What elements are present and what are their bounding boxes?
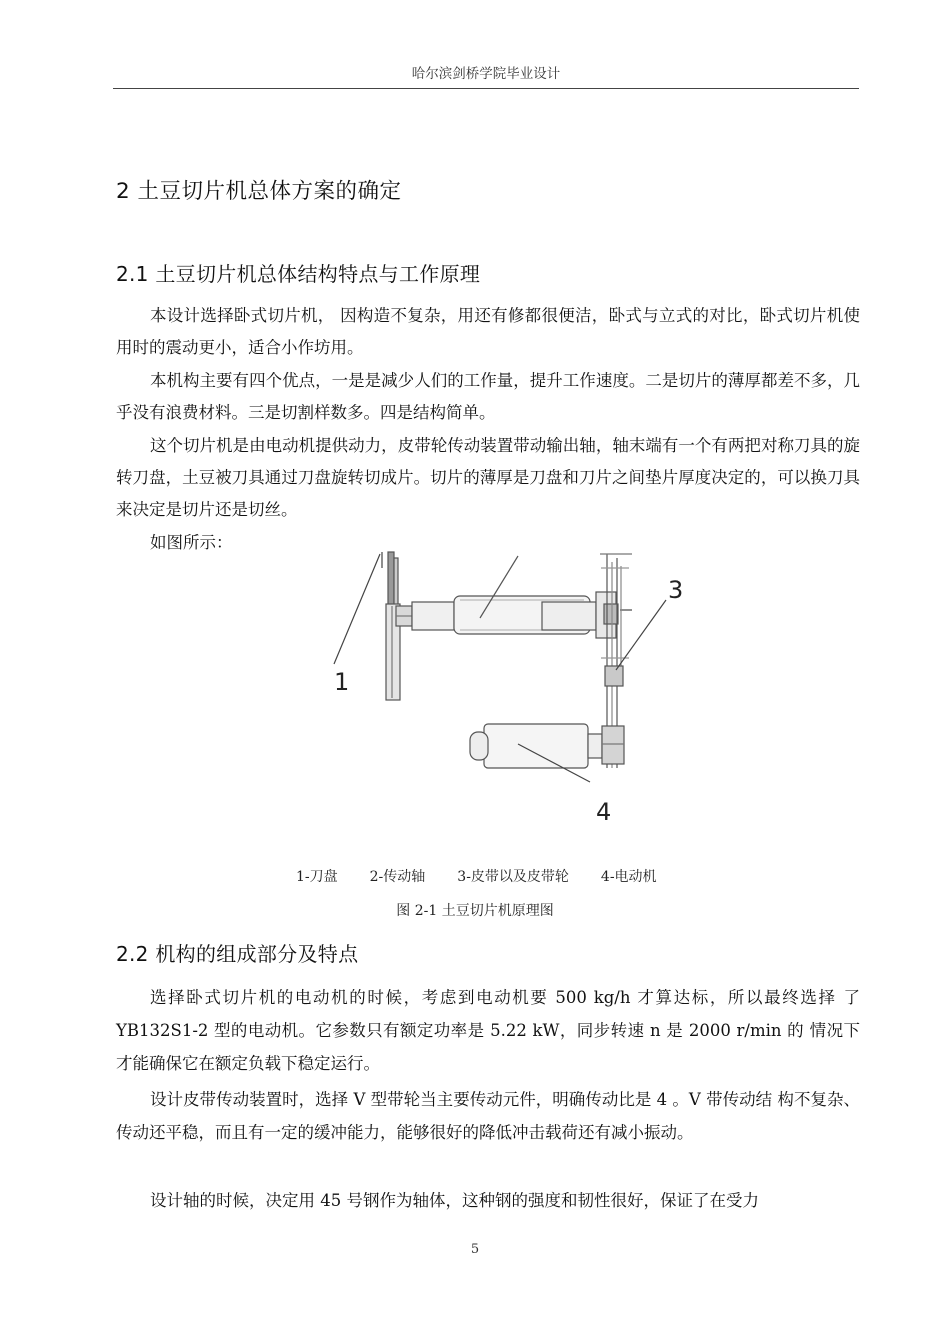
- paragraph: 选择卧式切片机的电动机的时候，考虑到电动机要 500 kg/h 才算达标，所以最终选择 了 YB132S1-2 型的电动机。它参数只有额定功率是 5.22 kW，同步转速 n 是 2000 r/min 的 情况下才能确保它在额定负载下稳定运行。: [116, 988, 860, 1073]
- figure-label-1: 1: [334, 668, 350, 696]
- figure-label-4: 4: [596, 798, 612, 826]
- drive-shaft: [412, 556, 596, 634]
- paragraph: 这个切片机是由电动机提供动力，皮带轮传动装置带动输出轴，轴末端有一个有两把对称刀具的旋转刀盘，土豆被刀具通过刀盘旋转切成片。切片的薄厚是刀盘和刀片之间垫片厚度决定的，可以换刀具来决定是切片还是切丝。: [116, 436, 860, 519]
- page-header: 哈尔滨剑桥学院毕业设计: [411, 66, 561, 82]
- chapter-title: 2 土豆切片机总体方案的确定: [116, 179, 402, 204]
- figure-caption: 图 2-1 土豆切片机原理图: [396, 903, 554, 919]
- legend-item: 2-传动轴: [369, 869, 426, 885]
- page-number: 5: [470, 1242, 480, 1257]
- legend-item: 4-电动机: [600, 869, 657, 885]
- paragraph: 设计轴的时候，决定用 45 号钢作为轴体，这种钢的强度和韧性很好，保证了在受力: [150, 1191, 759, 1210]
- electric-motor: [470, 724, 624, 782]
- slicer-diagram: [320, 548, 710, 826]
- legend-item: 3-皮带以及皮带轮: [457, 869, 569, 885]
- paragraph: 如图所示：: [150, 533, 233, 552]
- section-heading-2-2: 2.2 机构的组成部分及特点: [116, 942, 359, 966]
- figure-legend: [296, 866, 689, 886]
- legend-item: 1-刀盘: [296, 869, 338, 885]
- paragraph: 设计皮带传动装置时，选择 V 型带轮当主要传动元件，明确传动比是 4 。V 带传动结 构不复杂、传动还平稳，而且有一定的缓冲能力，能够很好的降低冲击载荷还有减小振动。: [116, 1090, 860, 1142]
- paragraph: 本机构主要有四个优点，一是是减少人们的工作量，提升工作速度。二是切片的薄厚都差不多，几乎没有浪费材料。三是切割样数多。四是结构简单。: [116, 371, 860, 422]
- section-heading-2-1: 2.1 土豆切片机总体结构特点与工作原理: [116, 262, 481, 286]
- paragraph: 本设计选择卧式切片机， 因构造不复杂，用还有修都很便洁，卧式与立式的对比，卧式切片机使用时的震动更小，适合小作坊用。: [116, 306, 860, 357]
- header-rule: [113, 88, 859, 89]
- figure-label-3: 3: [668, 576, 684, 604]
